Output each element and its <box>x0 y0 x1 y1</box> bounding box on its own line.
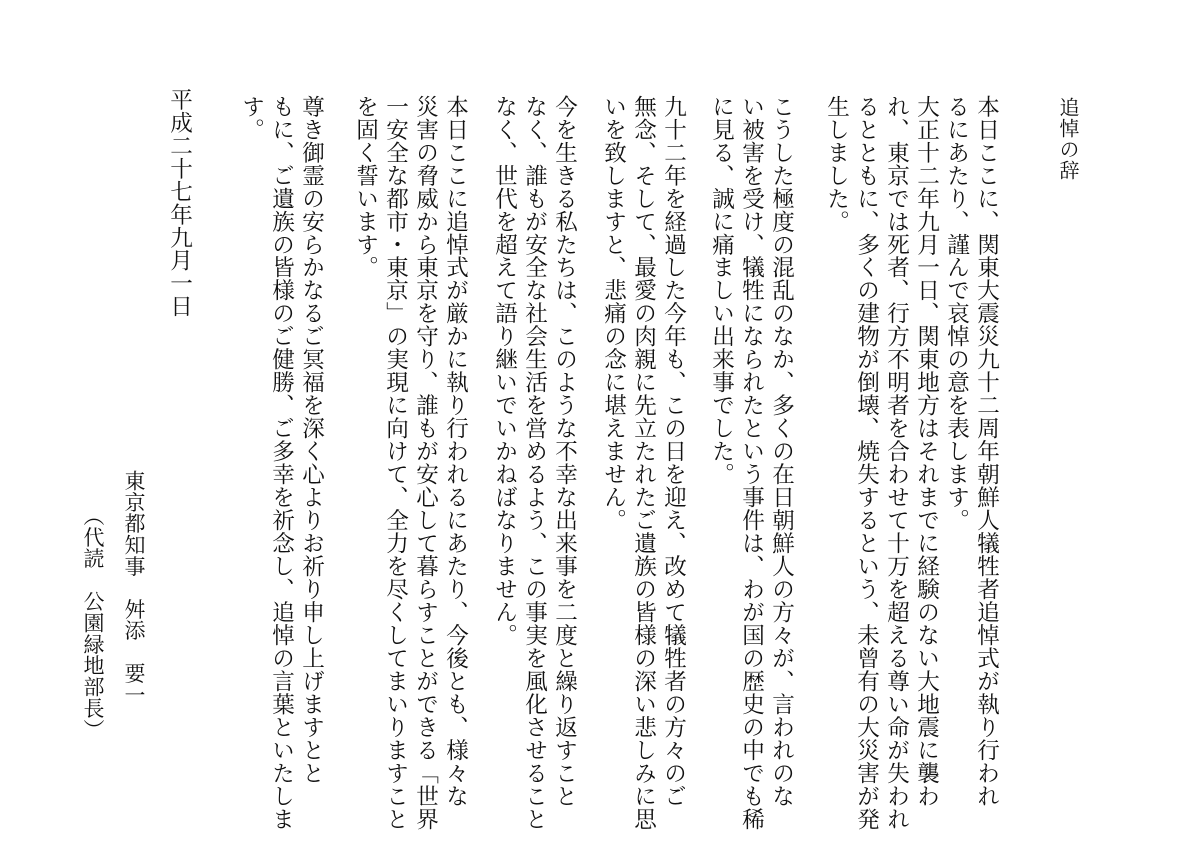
body-line-13: 今を生きる私たちは、このような不幸な出来事を二度と繰り返すこと <box>551 95 578 808</box>
body-line-5: るとともに、多くの建物が倒壊、焼失するという、未曾有の大災害が発 <box>853 95 880 831</box>
body-line-11: 無念、そして、最愛の肉親に先立たれたご遺族の皆様の深い悲しみに思 <box>630 95 657 831</box>
body-line-21: もに、ご遺族の皆様のご健勝、ご多幸を祈念し、追悼の言葉といたしま <box>268 95 295 831</box>
body-line-15: なく、世代を超えて語り継いでいかねばなりません。 <box>491 95 518 647</box>
body-line-16: 本日ここに追悼式が厳かに執り行われるにあたり、今後とも、様々な <box>442 95 469 808</box>
body-line-19: を固く誓います。 <box>352 95 379 279</box>
body-line-4: れ、東京では死者、行方不明者を合わせて十万を超える尊い命が失われ <box>883 95 910 831</box>
body-line-17: 災害の脅威から東京を守り、誰もが安心して暮らすことができる「世界 <box>412 95 439 831</box>
document-date: 平成二十七年九月一日 <box>166 88 193 318</box>
body-line-12: いを致しますと、悲痛の念に堪えません。 <box>600 95 627 532</box>
document-title: 追悼の辞 <box>1056 97 1080 181</box>
body-line-22: す。 <box>238 95 265 141</box>
body-line-6: 生しました。 <box>823 95 850 233</box>
body-line-3: 大正十二年九月一日、関東地方はそれまでに経験のない大地震に襲わ <box>913 95 940 808</box>
signature-name: 東京都知事 舛添 要一 <box>122 470 146 706</box>
signature-proxy: （代読 公園緑地部長） <box>81 505 105 741</box>
body-line-8: い被害を受け、犠牲になられたという事件は、わが国の歴史の中でも稀 <box>738 95 765 831</box>
body-line-18: 一安全な都市・東京」の実現に向けて、全力を尽くしてまいりますこと <box>382 95 409 831</box>
body-line-1: 本日ここに、関東大震災九十二周年朝鮮人犠牲者追悼式が執り行われ <box>973 95 1000 808</box>
body-line-2: るにあたり、謹んで哀悼の意を表します。 <box>943 95 970 532</box>
body-line-20: 尊き御霊の安らかなるご冥福を深く心よりお祈り申し上げますとと <box>298 95 325 785</box>
body-line-7: こうした極度の混乱のなか、多くの在日朝鮮人の方々が、言われのな <box>768 95 795 808</box>
body-line-14: なく、誰もが安全な社会生活を営めるよう、この事実を風化させること <box>521 95 548 831</box>
body-line-9: に見る、誠に痛ましい出来事でした。 <box>708 95 735 486</box>
body-line-10: 九十二年を経過した今年も、この日を迎え、改めて犠牲者の方々のご <box>660 95 687 808</box>
